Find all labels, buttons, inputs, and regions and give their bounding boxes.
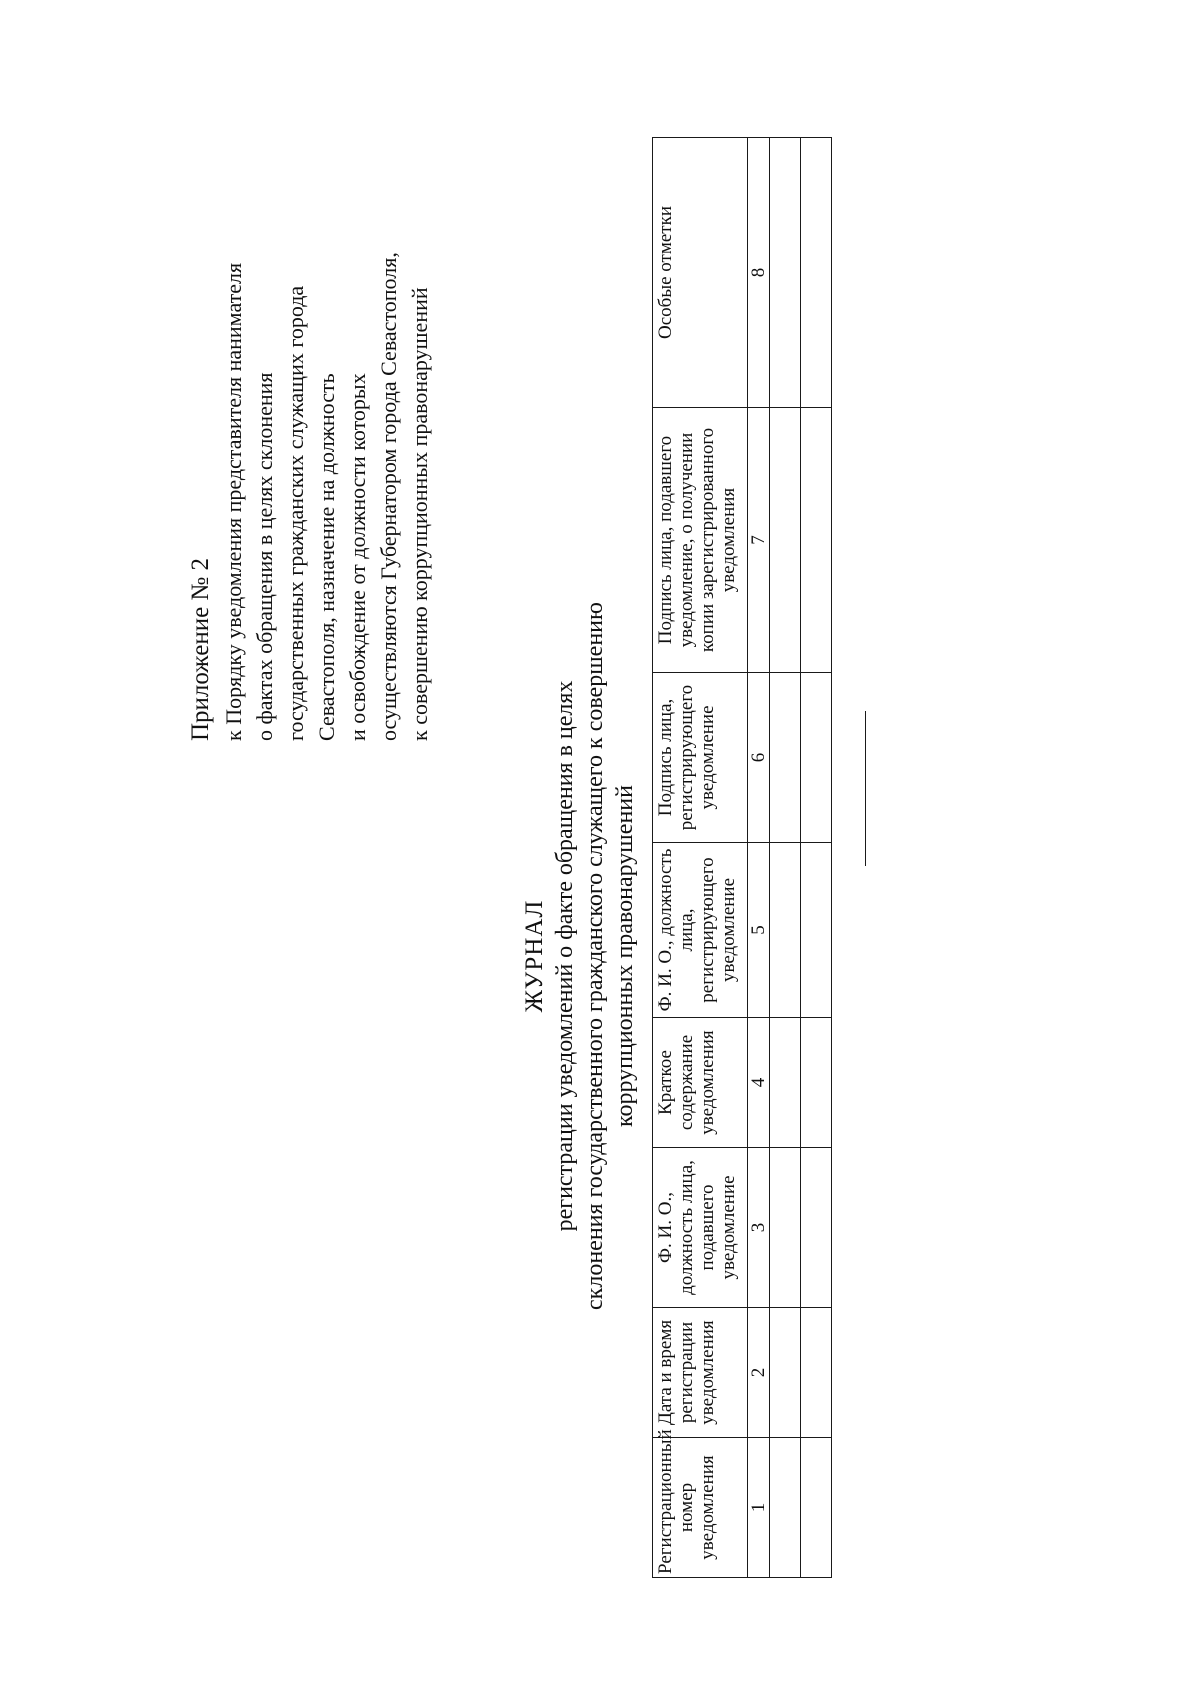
empty-cell [801,1438,832,1578]
appendix-line: Севастополя, назначение на должность [314,373,339,741]
column-number: 4 [748,1018,770,1148]
empty-cell [801,408,832,673]
header-submitter-signature: Подпись лица, подавшего уведомление, о получении копии зарегистрированного уведомления [653,408,748,673]
table-row [801,138,832,1578]
empty-cell [770,1308,801,1438]
empty-cell [770,1148,801,1308]
appendix-title: Приложение № 2 [187,557,214,741]
appendix-line: о фактах обращения в целях склонения [252,372,277,741]
header-submitter-name-position: Ф. И. О., должность лица, подавшего уведомление [653,1148,748,1308]
column-number: 6 [748,673,770,843]
journal-title: ЖУРНАЛ [521,899,548,1013]
column-number: 1 [748,1438,770,1578]
header-registrar-signature: Подпись лица, регистрирующего уведомление [653,673,748,843]
empty-cell [801,138,832,408]
column-number: 8 [748,138,770,408]
empty-cell [770,408,801,673]
appendix-line: и освобождение от должности которых [345,373,370,741]
empty-cell [770,1438,801,1578]
empty-cell [770,138,801,408]
appendix-line: к Порядку уведомления представителя нанимателя [221,262,246,741]
header-special-notes: Особые отметки [653,138,748,408]
journal-subtitle-line: регистрации уведомлений о факте обращения в целях [552,680,578,1232]
header-registration-number: Регистрационный номер уведомления [653,1438,748,1578]
registration-journal-table [652,137,832,1578]
header-summary: Краткое содержание уведомления [653,1018,748,1148]
empty-cell [770,673,801,843]
empty-cell [801,1018,832,1148]
empty-cell [801,673,832,843]
closing-rule [865,711,866,866]
empty-cell [801,1148,832,1308]
column-number: 7 [748,408,770,673]
empty-cell [770,843,801,1018]
appendix-line: к совершению коррупционных правонарушений [407,287,432,741]
appendix-line: осуществляются Губернатором города Севастополя, [376,252,401,741]
column-number: 5 [748,843,770,1018]
table-header-row [653,138,748,1578]
empty-cell [801,843,832,1018]
table-row [770,138,801,1578]
appendix-line: государственных гражданских служащих города [283,285,308,741]
appendix-heading [184,181,435,741]
empty-cell [770,1018,801,1148]
header-registration-datetime: Дата и время регистрации уведомления [653,1308,748,1438]
header-registrar-name-position: Ф. И. О., должность лица, регистрирующего уведомление [653,843,748,1018]
journal-heading [520,596,640,1316]
column-number-row [748,138,770,1578]
column-number: 3 [748,1148,770,1308]
empty-cell [801,1308,832,1438]
journal-subtitle-line: склонения государственного гражданского служащего к совершению [582,602,608,1310]
journal-subtitle-line: коррупционных правонарушений [612,785,638,1127]
column-number: 2 [748,1308,770,1438]
